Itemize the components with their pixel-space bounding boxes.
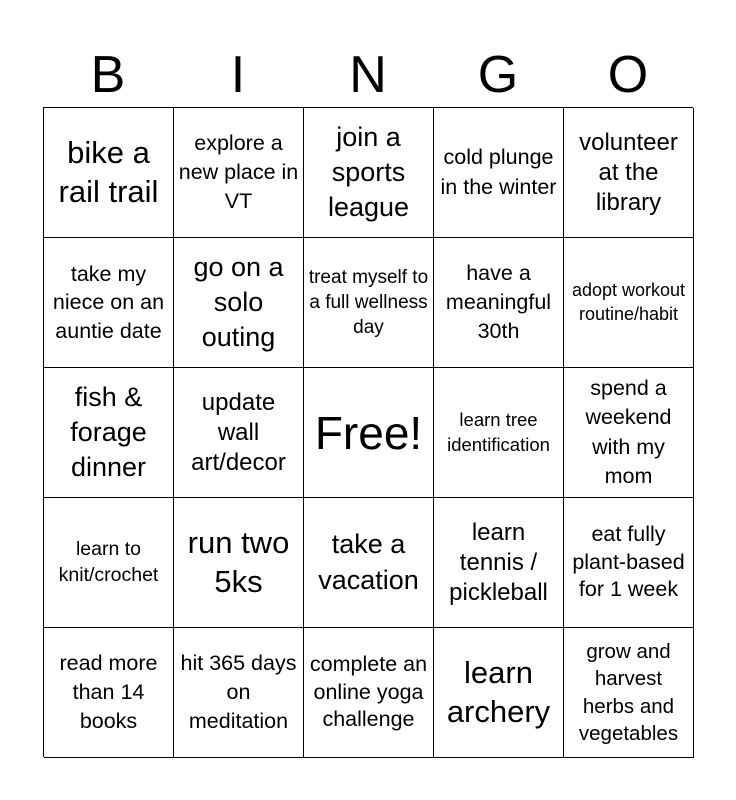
cell-text: bike a rail trail xyxy=(58,134,159,209)
bingo-cell-r4-c4[interactable] xyxy=(434,498,564,628)
bingo-cell-r2-c4[interactable] xyxy=(434,238,564,368)
cell-text: complete an online yoga challenge xyxy=(309,651,428,732)
cell-text: learn tennis / pickleball xyxy=(449,518,548,606)
bingo-cell-r2-c2[interactable] xyxy=(174,238,304,368)
bingo-cell-r4-c1[interactable] xyxy=(44,498,174,628)
bingo-cell-r3-c1[interactable] xyxy=(44,368,174,498)
header-letter-b: B xyxy=(90,46,126,104)
header-letter-g: G xyxy=(477,46,519,104)
cell-text: learn tree identification xyxy=(447,408,550,455)
bingo-cell-r1-c2[interactable] xyxy=(174,108,304,238)
cell-text: fish & forage dinner xyxy=(70,381,147,483)
cell-text: read more than 14 books xyxy=(59,650,158,733)
cell-text: eat fully plant-based for 1 week xyxy=(572,521,685,602)
cell-text: take a vacation xyxy=(318,529,419,595)
cell-text: take my niece on an auntie date xyxy=(52,261,165,343)
bingo-cell-r1-c5[interactable] xyxy=(564,108,694,238)
cell-text: join a sports league xyxy=(327,121,410,223)
bingo-cell-r5-c1[interactable] xyxy=(44,628,174,758)
bingo-cell-r2-c5[interactable] xyxy=(564,238,694,368)
cell-text: update wall art/decor xyxy=(191,388,286,476)
bingo-cell-r5-c3[interactable] xyxy=(304,628,434,758)
cell-text: explore a new place in VT xyxy=(178,130,299,213)
bingo-cell-r2-c3[interactable] xyxy=(304,238,434,368)
bingo-cell-r1-c4[interactable] xyxy=(434,108,564,238)
cell-text: learn to knit/crochet xyxy=(58,537,159,586)
header-letter-o: O xyxy=(607,46,649,104)
bingo-cell-r3-c4[interactable] xyxy=(434,368,564,498)
free-space-label: Free! xyxy=(314,406,423,459)
cell-text: adopt workout routine/habit xyxy=(571,279,686,324)
cell-text: cold plunge in the winter xyxy=(440,145,557,199)
cell-text: have a meaningful 30th xyxy=(445,260,552,343)
bingo-board xyxy=(43,107,693,757)
bingo-cell-r4-c5[interactable] xyxy=(564,498,694,628)
bingo-cell-r4-c3[interactable] xyxy=(304,498,434,628)
bingo-cell-r5-c2[interactable] xyxy=(174,628,304,758)
cell-text: hit 365 days on meditation xyxy=(180,650,297,733)
bingo-header xyxy=(43,44,693,106)
bingo-cell-r2-c1[interactable] xyxy=(44,238,174,368)
bingo-cell-r1-c3[interactable] xyxy=(304,108,434,238)
header-letter-i: I xyxy=(230,46,246,104)
cell-text: volunteer at the library xyxy=(579,128,678,216)
bingo-cell-r1-c1[interactable] xyxy=(44,108,174,238)
cell-text: learn archery xyxy=(446,654,551,729)
cell-text: run two 5ks xyxy=(187,524,290,599)
header-letter-n: N xyxy=(349,46,387,104)
cell-text: go on a solo outing xyxy=(193,251,284,353)
bingo-cell-r5-c5[interactable] xyxy=(564,628,694,758)
bingo-cell-free[interactable] xyxy=(304,368,434,498)
bingo-cell-r4-c2[interactable] xyxy=(174,498,304,628)
bingo-cell-r3-c2[interactable] xyxy=(174,368,304,498)
cell-text: treat myself to a full wellness day xyxy=(308,266,429,339)
cell-text: grow and harvest herbs and vegetables xyxy=(578,640,679,745)
cell-text: spend a weekend with my mom xyxy=(585,376,672,488)
bingo-cell-r3-c5[interactable] xyxy=(564,368,694,498)
bingo-cell-r5-c4[interactable] xyxy=(434,628,564,758)
